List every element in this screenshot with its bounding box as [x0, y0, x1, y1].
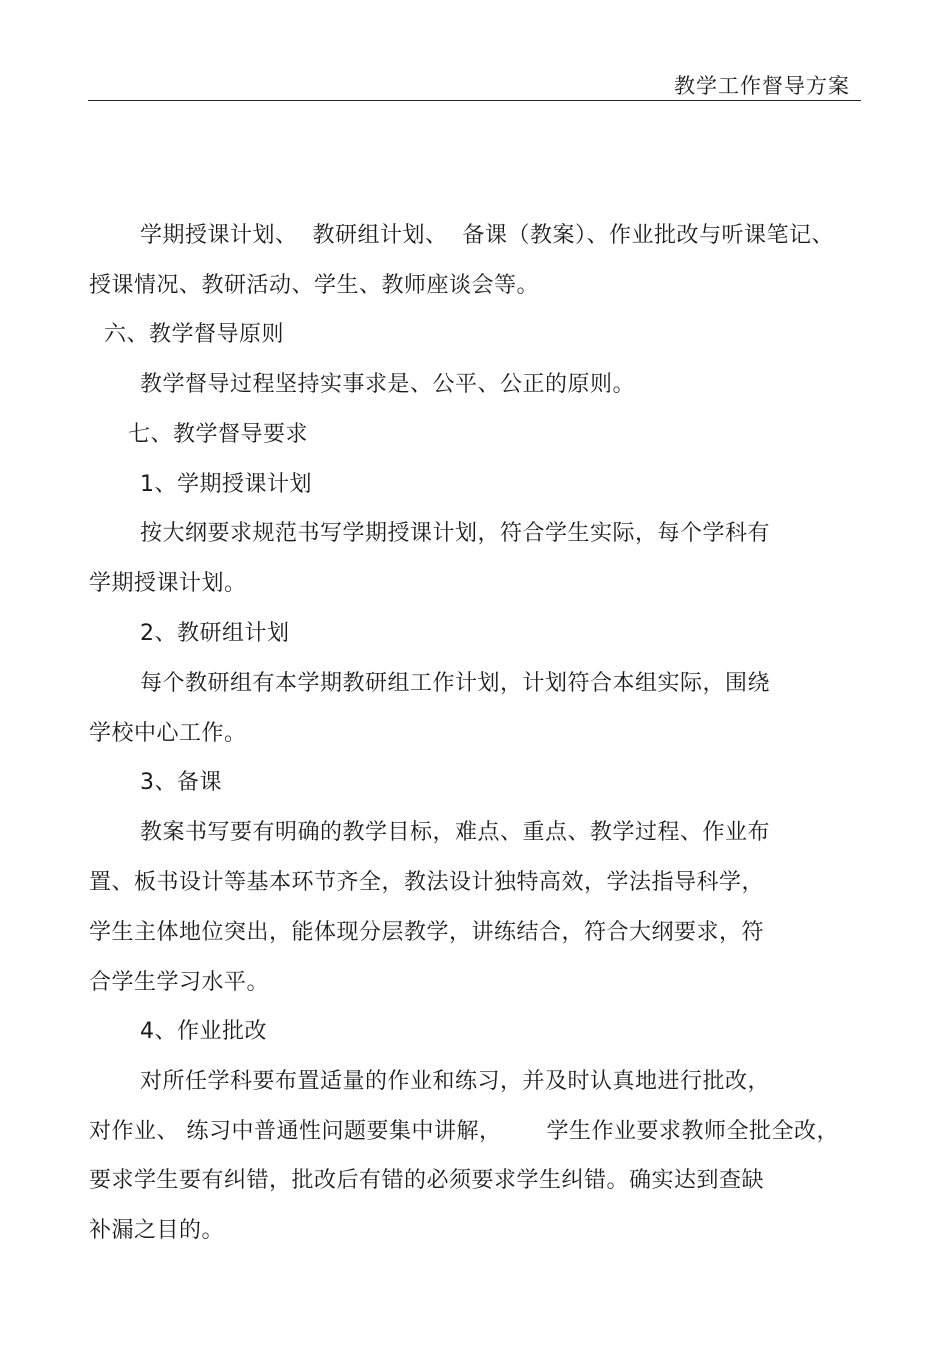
body-line: 授课情况、教研活动、学生、教师座谈会等。	[89, 273, 540, 298]
header-divider	[88, 100, 861, 101]
body-line: 教案书写要有明确的教学目标，难点、重点、教学过程、作业布	[140, 820, 771, 845]
body-line: 对所任学科要布置适量的作业和练习，并及时认真地进行批改，	[140, 1069, 771, 1094]
section-heading: 七、教学督导要求	[128, 422, 309, 447]
body-line: 每个教研组有本学期教研组工作计划，计划符合本组实际，围绕	[140, 671, 771, 696]
body-line: 置、板书设计等基本环节齐全，教法设计独特高效，学法指导科学，	[89, 870, 765, 895]
subsection-heading: 1、学期授课计划	[140, 472, 312, 497]
body-line: 补漏之目的。	[89, 1218, 225, 1243]
subsection-heading: 3、备课	[140, 770, 222, 795]
section-heading: 六、教学督导原则	[104, 322, 285, 347]
header-title: 教学工作督导方案	[674, 74, 850, 98]
body-line: 学校中心工作。	[89, 721, 247, 746]
body-line: 对作业、 练习中普通性问题要集中讲解， 学生作业要求教师全批全改，	[89, 1119, 839, 1144]
subsection-heading: 2、教研组计划	[140, 621, 290, 646]
body-line: 合学生学习水平。	[89, 970, 270, 995]
body-line: 学期授课计划、 教研组计划、 备课（教案）、作业批改与听课笔记、	[140, 223, 834, 248]
subsection-heading: 4、作业批改	[140, 1019, 267, 1044]
body-line: 学期授课计划。	[89, 571, 247, 596]
body-line: 学生主体地位突出，能体现分层教学，讲练结合，符合大纲要求，符	[89, 920, 765, 945]
body-line: 要求学生要有纠错，批改后有错的必须要求学生纠错。确实达到查缺	[89, 1168, 765, 1193]
body-line: 按大纲要求规范书写学期授课计划，符合学生实际，每个学科有	[140, 521, 771, 546]
body-line: 教学督导过程坚持实事求是、公平、公正的原则。	[140, 372, 636, 397]
